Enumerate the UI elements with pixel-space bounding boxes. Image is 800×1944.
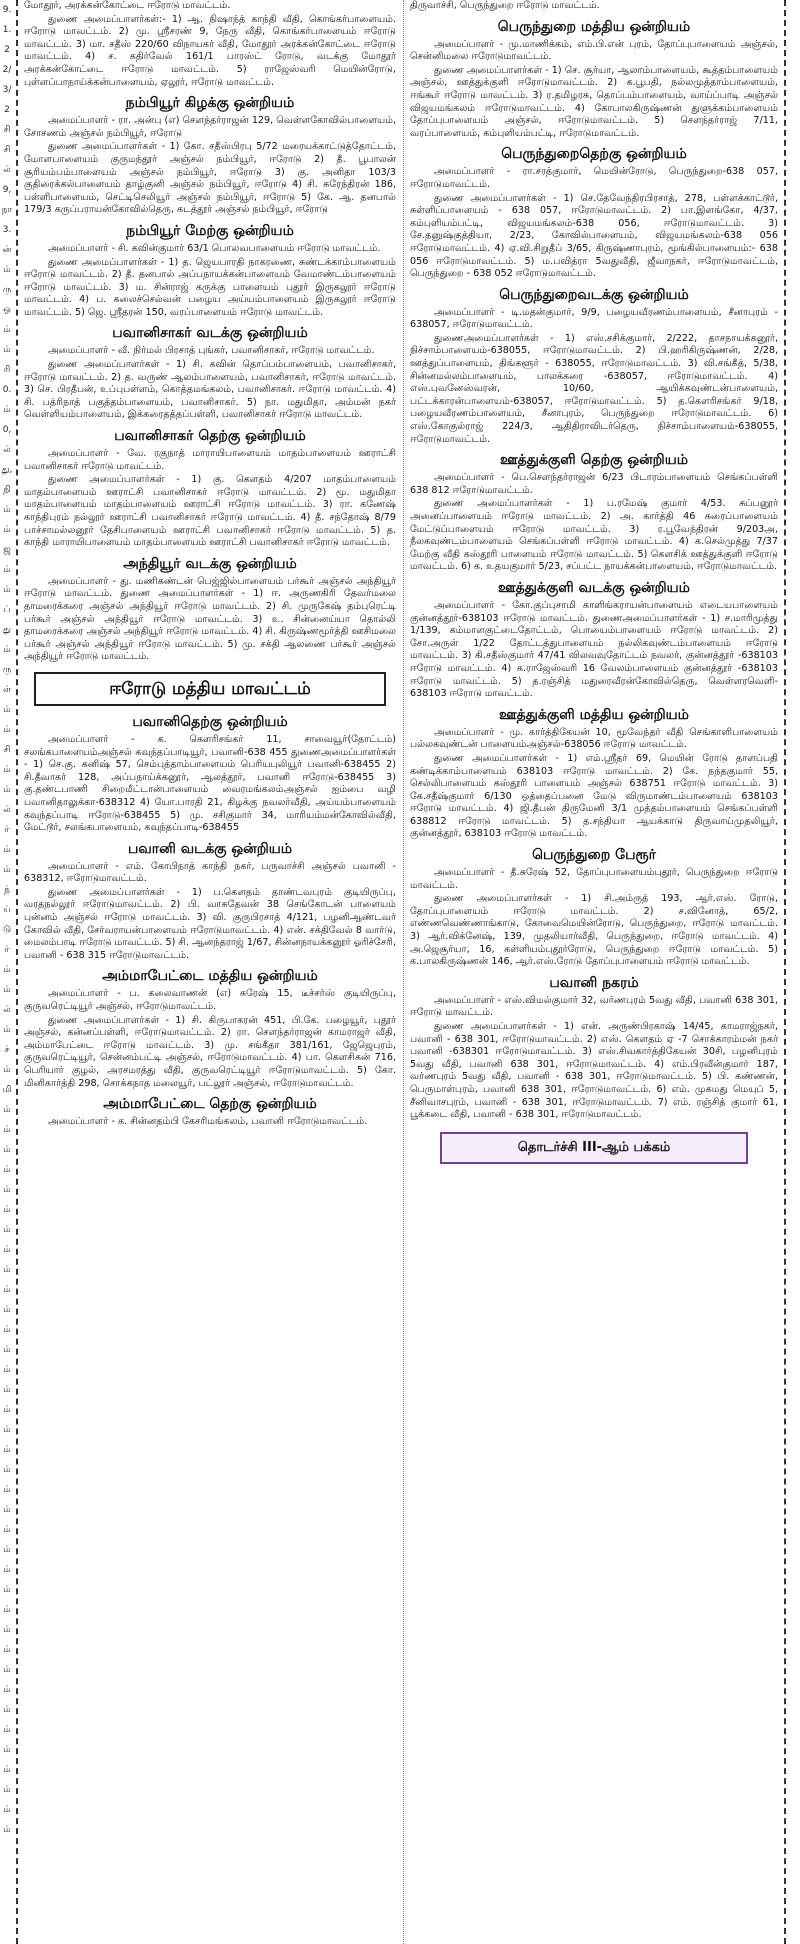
edge-fragment: ம்	[3, 1265, 11, 1275]
edge-fragment: ம்	[3, 1685, 11, 1695]
intro-paragraph: துணை அமைப்பாளர்கள்:- 1) ஆ. நிஷாந்த் காந்தி வீதி, கொங்கர்பாளையம். ஈரோடு மாவட்டம். 2) மு. ஸ்ரீசரண் 9, நேரு வீதி, கொங்கர்பாளையம் ஈரோடு மாவட்டம். 3) மா. சதீஸ் 220/60 விநாயகர் வீதி, மோதூர் அரக்கன்கோட்டை ஈரோடு மாவட்டம். 4) ச. கதிர்வேல் 161/1 பாரஸ்ட் ரோடு, வடக்கு மோதூர் அரக்கன்கோட்டை ஈரோடு மாவட்டம். 5) ராஜேஸ்வரி மெயின்ரோடு, புள்ளப்பாநாய்க்கன்பாளையம், ஏலூர், ஈரோடு மாவட்டம்.	[24, 13, 396, 88]
edge-fragment: து	[3, 625, 11, 635]
edge-fragment: 0,	[2, 425, 12, 435]
union-section	[410, 450, 778, 574]
edge-fragment: 2	[4, 105, 10, 115]
edge-fragment: ம்	[3, 1185, 11, 1195]
edge-fragment: 9.	[2, 5, 12, 15]
section-paragraph: அமைப்பாளர் - க. சின்னதம்பி கேசரிமங்கலம், பவானி ஈரோடுமாவட்டம்.	[48, 1116, 368, 1128]
section-paragraph: துணை அமைப்பாளர்கள் - 1) கு. கௌதம் 4/207 மாதம்பாளையம் மாதம்பாளையம் ஊராட்சி பவானிசாகர் ஈரோடு மாவட்டம். 2) மூ. மதுமிதா மாதம்பாளையம் மாதம்பாளையம் ஊராட்சி ஈரோடு மாவட்டம். 3) ரா. கணேஷ் காந்திபுரம் நல்லூர் ஊராட்சி பவானிசாகர் ஈரோடு மாவட்டம். 4) தீ. சந்தோஷ் 8/79 பாச்சாமல்லனூர் தேசிபாளையம் ஊராட்சி பவானிசாகர் ஈரோடு மாவட்டம். 5) த. காந்தி மாராயிபாளையம் மாதம்பாளையம் ஊராட்சி பவானிசாகர் ஈரோடு மாவட்டம்.	[24, 474, 396, 549]
right-edge	[788, 0, 800, 1944]
section-paragraph: அமைப்பாளர் - மு.மாணிக்கம், எம்.பி.என் புரம், தோப்புபாளையம் அஞ்சல், சென்னிமலை ஈரோடுமாவட்டம்.	[410, 38, 778, 63]
edge-fragment: ம்	[3, 1285, 11, 1295]
edge-fragment: மி	[2, 1085, 12, 1095]
edge-fragment: ம்	[3, 1485, 11, 1495]
edge-fragment: ம்	[3, 1205, 11, 1215]
column-left-sections	[24, 93, 396, 664]
column-divider	[403, 0, 404, 1944]
union-section	[24, 712, 396, 835]
edge-fragment: சி	[3, 145, 11, 155]
section-heading: பவானிதெற்கு ஒன்றியம்	[132, 713, 288, 730]
edge-fragment: ம்	[3, 345, 11, 355]
union-section	[410, 973, 778, 1122]
section-paragraph: துணை அமைப்பாளர்கள் - 1) சி.அம்ருத் 193, ஆர்.எஸ். ரோடு, தோப்புபாளையம் ஈரோடு மாவட்டம். 2) ச.வினோத், 65/2, எண்ணவெண்ணாங்காடு, கோவைமெயின்ரோடு, பெருந்துறை, ஈரோடு மாவட்டம். 3) ஆர்.விக்னேஷ், 139, முதலியார்வீதி, பெருந்துறை, ஈரோடு மாவட்டம். 4) அ.ஜெசூர்யா, 16, கள்ளியம்புதூர்ரோடு, பெருந்துறை ஈரோடு மாவட்டம். 5) க.பாலகிருஷ்ணன் 146, ஆர்.எஸ்.ரோடு தோப்புபாளையம் ஈரோடு மாவட்டம்.	[410, 893, 778, 968]
section-paragraph: அமைப்பாளர் - ரா. அன்பு (எ) சௌந்தர்ராஜன் 129, வெள்ளகோவில்பாளையம், சோசணம் அஞ்சல் நம்பியூர், ஈரோடு	[24, 115, 396, 139]
union-section	[24, 93, 396, 217]
edge-fragment: ய்	[3, 905, 11, 915]
section-paragraph: துணை அமைப்பாளர்கள் - 1) எம்.ஸ்ரீதர் 69, மெயின் ரோடு தாளப்பதி கண்டிக்காம்பாளையம் 638103 ஈரோடு மாவட்டம். 2) கே. நந்தகுமார் 55, செல்லிபாளையம் கஸ்தூரி பாளையம் அஞ்சல் 638751 ஈரோடு மாவட்டம். 3) கே.சதீஷ்குமார் 6/130 ஒத்தைப்பனை மேடு விருமாண்டம்பாளையம் 638103 ஈரோடு மாவட்டம். 4) ஜி.தீபன் திருமேனி 3/1 முத்தம்பாளையம் செங்கப்பள்ளி 638812 ஈரோடு மாவட்டம். 5) த.சந்தியா ஆயக்காடு திருவாய்முதலியூர், குன்னத்தூர், 638103 ஈரோடு மாவட்டம்.	[410, 752, 778, 840]
edge-fragment: ம்	[3, 1445, 11, 1455]
edge-fragment: ல்	[3, 805, 11, 815]
edge-fragment: ரு	[2, 285, 12, 295]
edge-fragment: ஒ	[3, 305, 11, 315]
union-section	[410, 845, 778, 969]
section-paragraph: அமைப்பாளர் - மு. கார்த்திகேயன் 10, மூவேந்தர் வீதி செங்காளிபாளையம் பல்லகவுண்டன் பாளையம்அஞ்சல்-638056 ஈரோடு மாவட்டம்.	[410, 726, 778, 751]
edge-fragment: ம்	[3, 1125, 11, 1135]
edge-fragment: ம்	[3, 725, 11, 735]
edge-fragment: ம்	[3, 1145, 11, 1155]
edge-fragment: சி	[3, 745, 11, 755]
edge-fragment: 2/	[2, 65, 12, 75]
section-paragraph: அமைப்பாளர் - வே. ரகுநாத் மாராயிபாளையம் மாதம்பாளையம் ஊராட்சி பவானிசாகர் ஈரோடு மாவட்டம்.	[24, 448, 396, 472]
edge-fragment: ர்	[4, 825, 10, 835]
edge-fragment: ம்	[3, 1365, 11, 1375]
edge-fragment: ம்	[3, 525, 11, 535]
union-section	[410, 144, 778, 280]
section-paragraph: அமைப்பாளர் - து. மணிகண்டன் பெஜ்ஜில்பாளையம் பர்கூர் அஞ்சல் அந்தியூர் ஈரோடு மாவட்டம். துணை அமைப்பாளர்கள் - 1) ஈ. அருணகிரி தேவர்மலை தாமரைக்கரை அஞ்சல் அந்தியூர் ஈரோடு மாவட்டம். 2) சி. முருகேஷ் தம்புரெட்டி பர்கூர் அஞ்சல் அந்தியூர் ஈரோடு மாவட்டம். 3) உ. சின்னைய்யா தொல்லி தாமரைக்கரை அஞ்சல் அந்தியூர் ஈரோடு மாவட்டம். 4) சி. கிருஷ்ணமூர்த்தி ஊசிமலை பர்கூர் அஞ்சல் அந்தியூர் ஈரோடு மாவட்டம். 5) மு. சக்தி ஆலணை பர்கூர் அஞ்சல் அந்தியூர் ஈரோடு மாவட்டம்.	[24, 575, 396, 663]
union-section	[410, 285, 778, 447]
section-paragraph: அமைப்பாளர் - கோ.குப்புசாமி காளிங்கராயன்பாளையம் எடையபாளையம் குன்னத்தூர்-638103 ஈரோடு மாவட்டம். துணைஅமைப்பாளர்கள் - 1) ச.மாரிமுத்து 1/139, கம்மாளகுட்டைதோட்டம், பொயைம்பாளையம் ஈரோடு மாவட்டம். 2) சோ.அருள் 1/22 தோட்டத்துபாளையம் நல்லிகவுண்டம்பாளையம் ஈரோடு மாவட்டம். 3) கி.சதீஸ்குமார் 47/41 விலவவுதோட்டம் நவலர், குன்னத்தூர் -638103 ஈரோடு மாவட்டம். 4) க.ராஜேஸ்வரி 16 வேலம்பாளையம் குன்னத்தூர் -638103 ஈரோடு மாவட்டம். 5) த.ரஞ்சித் மதுரைவீரன்கோவில்தெரு, வெள்ளரவெளி- 638103 ஈரோடு மாவட்டம்.	[410, 599, 778, 700]
edge-fragment: ம்	[3, 1645, 11, 1655]
column-right-intro	[410, 0, 778, 13]
section-heading: பெருந்துறைவடக்கு ஒன்றியம்	[499, 286, 689, 303]
left-cut-line	[16, 0, 18, 1944]
edge-fragment: ம்	[3, 1625, 11, 1635]
edge-fragment: ம்	[3, 1725, 11, 1735]
union-section	[24, 1094, 396, 1129]
union-section	[410, 705, 778, 841]
right-cut-line	[784, 0, 786, 1944]
edge-fragment: ம்	[3, 1025, 11, 1035]
edge-fragment: ம்	[3, 1105, 11, 1115]
edge-fragment: ம்	[3, 985, 11, 995]
edge-fragment: து,	[1, 465, 13, 475]
union-section	[410, 578, 778, 701]
edge-fragment: ம்	[3, 1165, 11, 1175]
edge-fragment: ம்	[3, 1765, 11, 1775]
union-section	[24, 323, 396, 422]
edge-fragment: ம்	[3, 1225, 11, 1235]
intro-paragraph: திருவாச்சி, பெருந்துறை ஈரோடு மாவட்டம்.	[410, 0, 600, 11]
section-paragraph: துணை அமைப்பாளர்கள் - 1) ப.கௌதம் தாண்டவபுரம் குடியிருப்பு, வரதநல்லூர் ஈரோடுமாவட்டம். 2) பி. வாசுதேவன் 38 செங்கோடன் பாளையம் புன்னம் அஞ்சல் ஈரோடு மாவட்டம். 3) வி. குருபிரசாத் 4/121, பழனிஆண்டவர் கோவில் வீதி, சேர்வராயன்பாளையம் ஈரோடுமாவட்டம். 4) என். சக்திவேல் 8 வார்டு, மைலம்பாடி ஈரோடு மாவட்டம். 5) சி. ஆனந்தராஜ் 1/67, சின்னநாயக்கனூர் ஓரிச்சேரி, பவானி - 638 315 ஈரோடுமாவட்டம்.	[24, 886, 396, 961]
section-paragraph: துணை அமைப்பாளர்கள் - 1) செ. சூர்யா, ஆலாம்பாளையம், கூத்தம்பாளையம் அஞ்சல், ஊத்துக்குளி ஈரோடுமாவட்டம். 2) க.பூபதி, நல்லமுத்தாம்பாளையம், ஈங்கூர் ஈரோடு மாவட்டம். 3) ர.தமிழரசு, தொப்பம்பாளையம், வாய்ப்பாடி அஞ்சல் விஜயமங்கலம் ஈரோடுமாவட்டம். 4) கோபாலகிருஷ்ணன் துளுக்கம்பாளையம் தோப்புபாளையம் அஞ்சல், ஈரோடுமாவட்டம். 5) சௌந்தர்ராஜ் 7/11, வரப்பாளையம், கம்புளியம்பட்டி, ஈரோடுமாவட்டம்.	[410, 64, 778, 139]
edge-fragment: ர்	[4, 945, 10, 955]
section-paragraph: அமைப்பாளர் - பெ.சௌந்தர்ராஜன் 6/23 பிடாரம்பாளையம் செங்கப்பள்ளி 638 812 ஈரோடுமாவட்டம்.	[410, 472, 778, 496]
column-left-sections-district	[24, 712, 396, 1129]
edge-fragment: நி	[3, 485, 11, 495]
section-paragraph: துணை அமைப்பாளர்கள் - 1) சி. கிருபாகரன் 451, பி.கே. பழையூர், புதூர் அஞ்சல், கன்னப்பள்ளி, ஈரோடுமாவட்டம். 2) ரா. சௌந்தர்ராஜன் காமராஜர் வீதி, அம்மாபேட்டை ஈரோடு மாவட்டம். 3) மு. சங்கீதா 381/161, ஜேஜெபுரம், குருவரெட்டியூர், சென்னம்பட்டி அஞ்சல், ஈரோடுமாவட்டம். 4) பா. கௌசிகன் 716, பெரியார் குழல், அரசமரத்து வீதி, குருவரெட்டியூர் ஈரோடுமாவட்டம். 5) கோ. மினிகார்த்தி 298, சொக்கநாத மலையூர், பட்லூர் அஞ்சல், ஈரோடுமாவட்டம்.	[24, 1014, 396, 1089]
union-section	[24, 554, 396, 664]
section-heading: பவானி வடக்கு ஒன்றியம்	[127, 840, 293, 857]
section-heading: ஊத்துக்குளி வடக்கு ஒன்றியம்	[498, 579, 690, 596]
union-section	[410, 17, 778, 141]
edge-fragment: ம்	[3, 1305, 11, 1315]
edge-fragment: ம்	[3, 1805, 11, 1815]
column-right-sections	[410, 17, 778, 1122]
edge-fragment: 0.	[2, 385, 12, 395]
union-section	[24, 839, 396, 963]
section-heading: பவானி நகரம்	[549, 974, 639, 991]
section-paragraph: அமைப்பாளர் - ரா.சரத்குமார், மெயின்ரோடு, பெருந்துறை-638 057, ஈரோடுமாவட்டம்.	[410, 166, 778, 190]
continued-on-page-box: தொடர்ச்சி III-ஆம் பக்கம்	[440, 1132, 748, 1164]
section-heading: பெருந்துறை மத்திய ஒன்றியம்	[497, 18, 691, 35]
edge-fragment: 1.	[2, 25, 12, 35]
section-paragraph: துணை அமைப்பாளர்கள் - 1) செ.தேவேந்திரபிரசாத், 278, பள்ளக்காட்டூர், சுள்ளிப்பாளையம் - 638 057, ஈரோடுமாவட்டம். 2) பா.இளங்கோ, 4/37, கம்புளியம்பட்டி, விஜயமங்கலம்-638 056, ஈரோடுமாவட்டம். 3) சே.தனுஷ்குத்தியா, 2/23, கோவில்பாளையம், விஜயமங்கலம்-638 056 ஈரோடுமாவட்டம். 4) ஏ.வி.சிறுதீப் 3/65, கிருஷ்ணாபுரம், மூங்கில்பாளையம்:- 638 056 ஈரோடுமாவட்டம். 5) ம.பவித்ரா 5வதுவீதி, ஜீவாநகர், ஈரோடுமாவட்டம், பெருந்துறை - 638 052 ஈரோடுமாவட்டம்.	[410, 192, 778, 280]
edge-fragment: ன்	[2, 245, 12, 255]
section-paragraph: துணை அமைப்பாளர்கள் - 1) கோ. சதீஸ்பிரபு 5/72 மரையக்காட்டுத்தோட்டம், மோளபாளையம் குருமந்தூர் அஞ்சல் நம்பியூர், ஈரோடு 2) தீ. பூபாலன் சூரியம்பம்பாளையம் அஞ்சல் நம்பியூர், ஈரோடு 3) கு. அனிதா 103/3 குதிரைக்கல்பாளையம் தாழ்குனி அஞ்சல் நம்பியூர், ஈரோடு 4) சி. சுரேந்திரன் 186, பள்ளிபாளையம், செட்டிசெலியூர் அஞ்சல் நம்பியூர், ஈரோடு 5) கே. ஆ. தனபால் 179/3 கருப்பராயன்கோவில்தெரு, கடத்தூர் அஞ்சல் நம்பியூர், ஈரோடு	[24, 141, 396, 216]
edge-fragment: ம்	[3, 325, 11, 335]
section-heading: நம்பியூர் மேற்கு ஒன்றியம்	[126, 222, 294, 239]
section-heading: அம்மாபேட்டை தெற்கு ஒன்றியம்	[103, 1096, 317, 1113]
edge-fragment: ம்	[3, 1385, 11, 1395]
edge-fragment: ரி	[3, 365, 11, 375]
edge-fragment: ம்	[3, 1525, 11, 1535]
edge-fragment: ம்	[3, 1825, 11, 1835]
section-paragraph: துணை அமைப்பாளர்கள் - 1) என். அருண்பிரகாஷ் 14/45, காமராஜ்நகர், பவானி - 638 301, ஈரோடுமாவட்டம். 2) எஸ். கௌதம் ஏ -7 சொக்காரம்மன் நகர் பவானி -638301 ஈரோடுமாவட்டம். 3) எஸ்.சிவகார்த்திகேயன் 30சி, பழனிபுரம் 5வது வீதி, பவானி 638 301, ஈரோடுமாவட்டம். 4) எம்.பிரவீன்குமார் 187, வர்ணபுரம் 5வது வீதி, பவானி - 638 301, ஈரோடுமாவட்டம். 5) பி. கண்ணன், பெருமாள்புரம், பவானி 638 301, ஈரோடுமாவட்டம். 6) எம். முகமது மெயுப் 5, சீனிவாசபுரம், பவானி - 638 301, ஈரோடுமாவட்டம். 7) எம். ரஞ்சித் குமார் 61, பூக்கடை வீதி, பவானி - 638 301, ஈரோடுமாவட்டம்.	[410, 1021, 778, 1121]
section-paragraph: அமைப்பாளர் - எஸ்.விமல்குமார் 32, வர்ணபுரம் 5வது வீதி, பவானி 638 301, ஈரோடு மாவட்டம்.	[410, 994, 778, 1019]
section-paragraph: துணைஅமைப்பாளர்கள் - 1) எஸ்.சசிக்குமார், 2/222, தாசநாயக்கனூர், நிச்சாம்பாளையம்-638055, ஈரோடுமாவட்டம். 2) பி.ஹரிகிருஷ்ணன், 2/28, ஊத்துப்பாளையம், திங்களூர் - 638055, ஈரோடுமாவட்டம். 3) வி.சங்கீத், 5/38, சின்னமல்லம்பாளையம், பாலக்கரை -638057, ஈரோடுமாவட்டம். 4) எஸ்.புவனேஸ்வரன், 10/60, ஆயிக்கவுண்டன்பாளையம், பட்டக்காரன்பாளையம்-638057, ஈரோடுமாவட்டம். 5) த.கௌரிசங்கர் 9/18, பழையவீரணம்பாளையம், சீனாபுரம், பெருந்துறை ஈரோடுமாவட்டம். 6) எஸ்.கோகுல்ராஜ் 224/3, ஆதிதிராவிடர்தெரு, நிச்சாம்பாளையம்-638055, ஈரோடுமாவட்டம்.	[410, 332, 778, 445]
edge-fragment: ல்	[3, 1005, 11, 1015]
section-heading: அந்தியூர் வடக்கு ஒன்றியம்	[123, 555, 297, 572]
section-paragraph: அமைப்பாளர் - வீ. நிர்மல் பிரசாத் புங்கர், பவானிசாகர், ஈரோடு மாவட்டம்.	[48, 345, 375, 357]
edge-fragment: ம்	[3, 765, 11, 775]
edge-fragment: ம்	[3, 1745, 11, 1755]
edge-fragment: ம்	[3, 1585, 11, 1595]
edge-fragment: ல்	[3, 445, 11, 455]
district-title-box: ஈரோடு மத்திய மாவட்டம்	[34, 672, 386, 706]
edge-fragment: ச்	[4, 1045, 10, 1055]
edge-fragment: ம்	[3, 505, 11, 515]
edge-fragment: ம்	[3, 565, 11, 575]
section-paragraph: அமைப்பாளர் - க. கௌரிசங்கர் 11, சாவையூர்(தோட்டம்) சலங்கபாளையம்அஞ்சல் கவுந்தப்பாடியூர், பவானி-638 455 துணைஅமைப்பாளர்கள் - 1) செ.கு. கனிஷ் 57, செம்புத்தாம்பாளையம் பெரியபுலியூர் பவானி-638455 2) சி.தீவாகர் 128, அப்பநாய்க்கனூர், ஆலத்தூர், பவானி ஈரோடு-638455 3) கு.தண்டபாணி சிறைமீட்டான்பாளையம் வைரமங்கலம்அஞ்சல் ஐம்பை வழி பவானிதாலுக்கா-638312 4) யோ.பாரதி 21, கிழக்கு நவலர்வீதி, அய்யம்பாளையம் கவுந்தப்பாடி ஈரோடு-638455 5) மு. சசிகுமார் 34, மாரியம்மன்கோவில்வீதி, மேட்டூர், சலங்கபாளையம், கவுந்தப்பாடி-638455	[24, 733, 396, 834]
edge-fragment: ரு	[2, 665, 12, 675]
section-paragraph: அமைப்பாளர் - எம். கோபிநாத் காந்தி நகர், பருவாச்சி அஞ்சல் பவானி - 638312, ஈரோடுமாவட்டம்.	[24, 860, 396, 885]
intro-paragraph: மோதூர், அரக்கன்கோட்டை ஈரோடு மாவட்டம்.	[24, 0, 231, 11]
edge-fragment: ம்	[3, 1605, 11, 1615]
edge-fragment: ம்	[3, 705, 11, 715]
union-section	[24, 426, 396, 550]
edge-fragment: ம்	[3, 1345, 11, 1355]
left-edge-fragments	[0, 0, 14, 1944]
edge-fragment: ந்	[4, 885, 10, 895]
edge-fragment: 9,	[2, 185, 12, 195]
edge-fragment: ம்	[3, 1545, 11, 1555]
section-heading: பவானிசாகர் வடக்கு ஒன்றியம்	[112, 325, 308, 342]
column-right	[410, 0, 778, 1944]
edge-fragment: ம்	[3, 1425, 11, 1435]
edge-fragment: 2	[4, 45, 10, 55]
edge-fragment: ம்	[3, 1705, 11, 1715]
edge-fragment: ம்	[3, 1565, 11, 1575]
edge-fragment: ம்	[3, 865, 11, 875]
edge-fragment: சி	[3, 125, 11, 135]
edge-fragment: 3.	[2, 225, 12, 235]
section-heading: பவானிசாகர் தெற்கு ஒன்றியம்	[114, 428, 306, 445]
union-section	[24, 966, 396, 1090]
edge-fragment: ம்	[3, 1065, 11, 1075]
section-heading: ஊத்துக்குளி மத்திய ஒன்றியம்	[499, 706, 689, 723]
section-paragraph: துணை அமைப்பாளர்கள் - 1) ப.ரமேஷ் குமார் 4/53. சுப்பனூர் அனைப்பாளையம் ஈரோடு மாவட்டம். 2) அ. கார்த்தி 46 கரைப்பாளையம் மேட்டுப்பாளையம் ஈரோடு மாவட்டம். 3) ர.பூவேந்திரன் 9/203அ, நீலகவுண்டம்பாளையம் செங்கப்பள்ளி ஈரோடு மாவட்டம். 4) க.செல்முத்து 7/37 மேற்கு வீதி கஸ்தூரி பாளையம் ஈரோடு மாவட்டம். 5) கௌசிக் ஊத்துக்குளி ஈரோடு மாவட்டம். 6) க. உதயகுமார் 5/23, சப்பட்ட நாயக்கன்பாளையம், ஈரோடுமாவட்டம்.	[410, 498, 778, 573]
section-heading: அம்மாபேட்டை மத்திய ஒன்றியம்	[102, 968, 318, 985]
edge-fragment: ம்	[3, 265, 11, 275]
edge-fragment: ம்	[3, 785, 11, 795]
section-paragraph: அமைப்பாளர் - ப. கலைவாணன் (எ) சுரேஷ் 15, டீச்சர்ஸ் குடியிருப்பு, குருவரெட்டியூர் அஞ்சல், ஈரோடுமாவட்டம்.	[24, 988, 396, 1013]
edge-fragment: ம்	[3, 1405, 11, 1415]
edge-fragment: ம்	[3, 645, 11, 655]
edge-fragment: 3/	[2, 85, 12, 95]
edge-fragment: ப்	[3, 605, 11, 615]
section-paragraph: துணை அமைப்பாளர்கள் - 1) த. ஜெயபாரதி நாகரணை, சுண்டக்காம்பாளையம் ஈரோடு மாவட்டம். 2) தீ. தனபால் அப்பநாயக்கன்பாளையம் வேமாண்டம்பாளையம் ஈரோடு மாவட்டம். 3) ம. சின்ராஜ் கருக்கு பாளையம் புதூர் இருகலூர் ஈரோடு மாவட்டம். 4) ப. கலைச்செல்வன் பழைய அய்யம்பாளையம் இருகலூர் ஈரோடு மாவட்டம். 5) ஜெ. ஸ்ரீதரன் 150, வரப்பாளையம் ஈரோடு மாவட்டம்.	[24, 256, 396, 318]
edge-fragment: டு	[2, 925, 12, 935]
edge-fragment: ம்	[3, 1505, 11, 1515]
edge-fragment: ம்	[3, 965, 11, 975]
edge-fragment: ள்	[2, 685, 12, 695]
edge-fragment: ம்	[3, 1325, 11, 1335]
edge-fragment: ம்	[3, 405, 11, 415]
union-section	[24, 221, 396, 320]
section-heading: பெருந்துறை பேரூர்	[532, 847, 656, 864]
edge-fragment: ல்	[3, 165, 11, 175]
section-heading: நம்பியூர் கிழக்கு ஒன்றியம்	[125, 95, 295, 112]
edge-fragment: ஜ	[3, 545, 11, 555]
section-paragraph: அமைப்பாளர் - சி. கவின்குமார் 63/1 பொலவபாளையம் ஈரோடு மாவட்டம்.	[48, 242, 381, 254]
column-left-intro	[24, 0, 396, 89]
section-heading: பெருந்துறைதெற்கு ஒன்றியம்	[501, 146, 687, 163]
section-paragraph: துணை அமைப்பாளர்கள் - 1) சி. கவின் தொப்பம்பாளையம், பவானிசாகர், ஈரோடு மாவட்டம். 2) த. வருண் ஆலம்பாளையம், பவானிசாகர், ஈரோடு மாவட்டம். 3) செ. பிரதீபன், உப்புபள்ளம், கொத்தமங்கலம், பவானிசாகர். ஈரோடு மாவட்டம். 4) சி. பத்ரிநாத் பகுத்தம்பாளையம், பவானிசாகர். 5) நா. மதுமிதா, அம்மன் நகர் வெள்ளியம்பாளையம், இக்கரைதத்தப்பள்ளி, பவானிசாகர் ஈரோடு மாவட்டம்.	[24, 359, 396, 421]
edge-fragment: ம்	[3, 845, 11, 855]
edge-fragment: ம்	[3, 1245, 11, 1255]
edge-fragment: ம்	[3, 1665, 11, 1675]
edge-fragment: நா	[1, 205, 13, 215]
edge-fragment: ம்	[3, 1465, 11, 1475]
section-paragraph: அமைப்பாளர் - தீ.சுரேஷ் 52, தோப்புபாளையம்புதூர், பெருந்துறை ஈரோடு மாவட்டம்.	[410, 867, 778, 891]
column-left	[24, 0, 396, 1944]
edge-fragment: ம்	[3, 1785, 11, 1795]
edge-fragment: ம்	[3, 585, 11, 595]
section-heading: ஊத்துக்குளி தெற்கு ஒன்றியம்	[500, 452, 688, 469]
section-paragraph: அமைப்பாளர் - டி.மதன்குமார், 9/9, பழையவீரணம்பாளையம், சீனாபுரம் - 638057, ஈரோடுமாவட்டம்.	[410, 306, 778, 331]
